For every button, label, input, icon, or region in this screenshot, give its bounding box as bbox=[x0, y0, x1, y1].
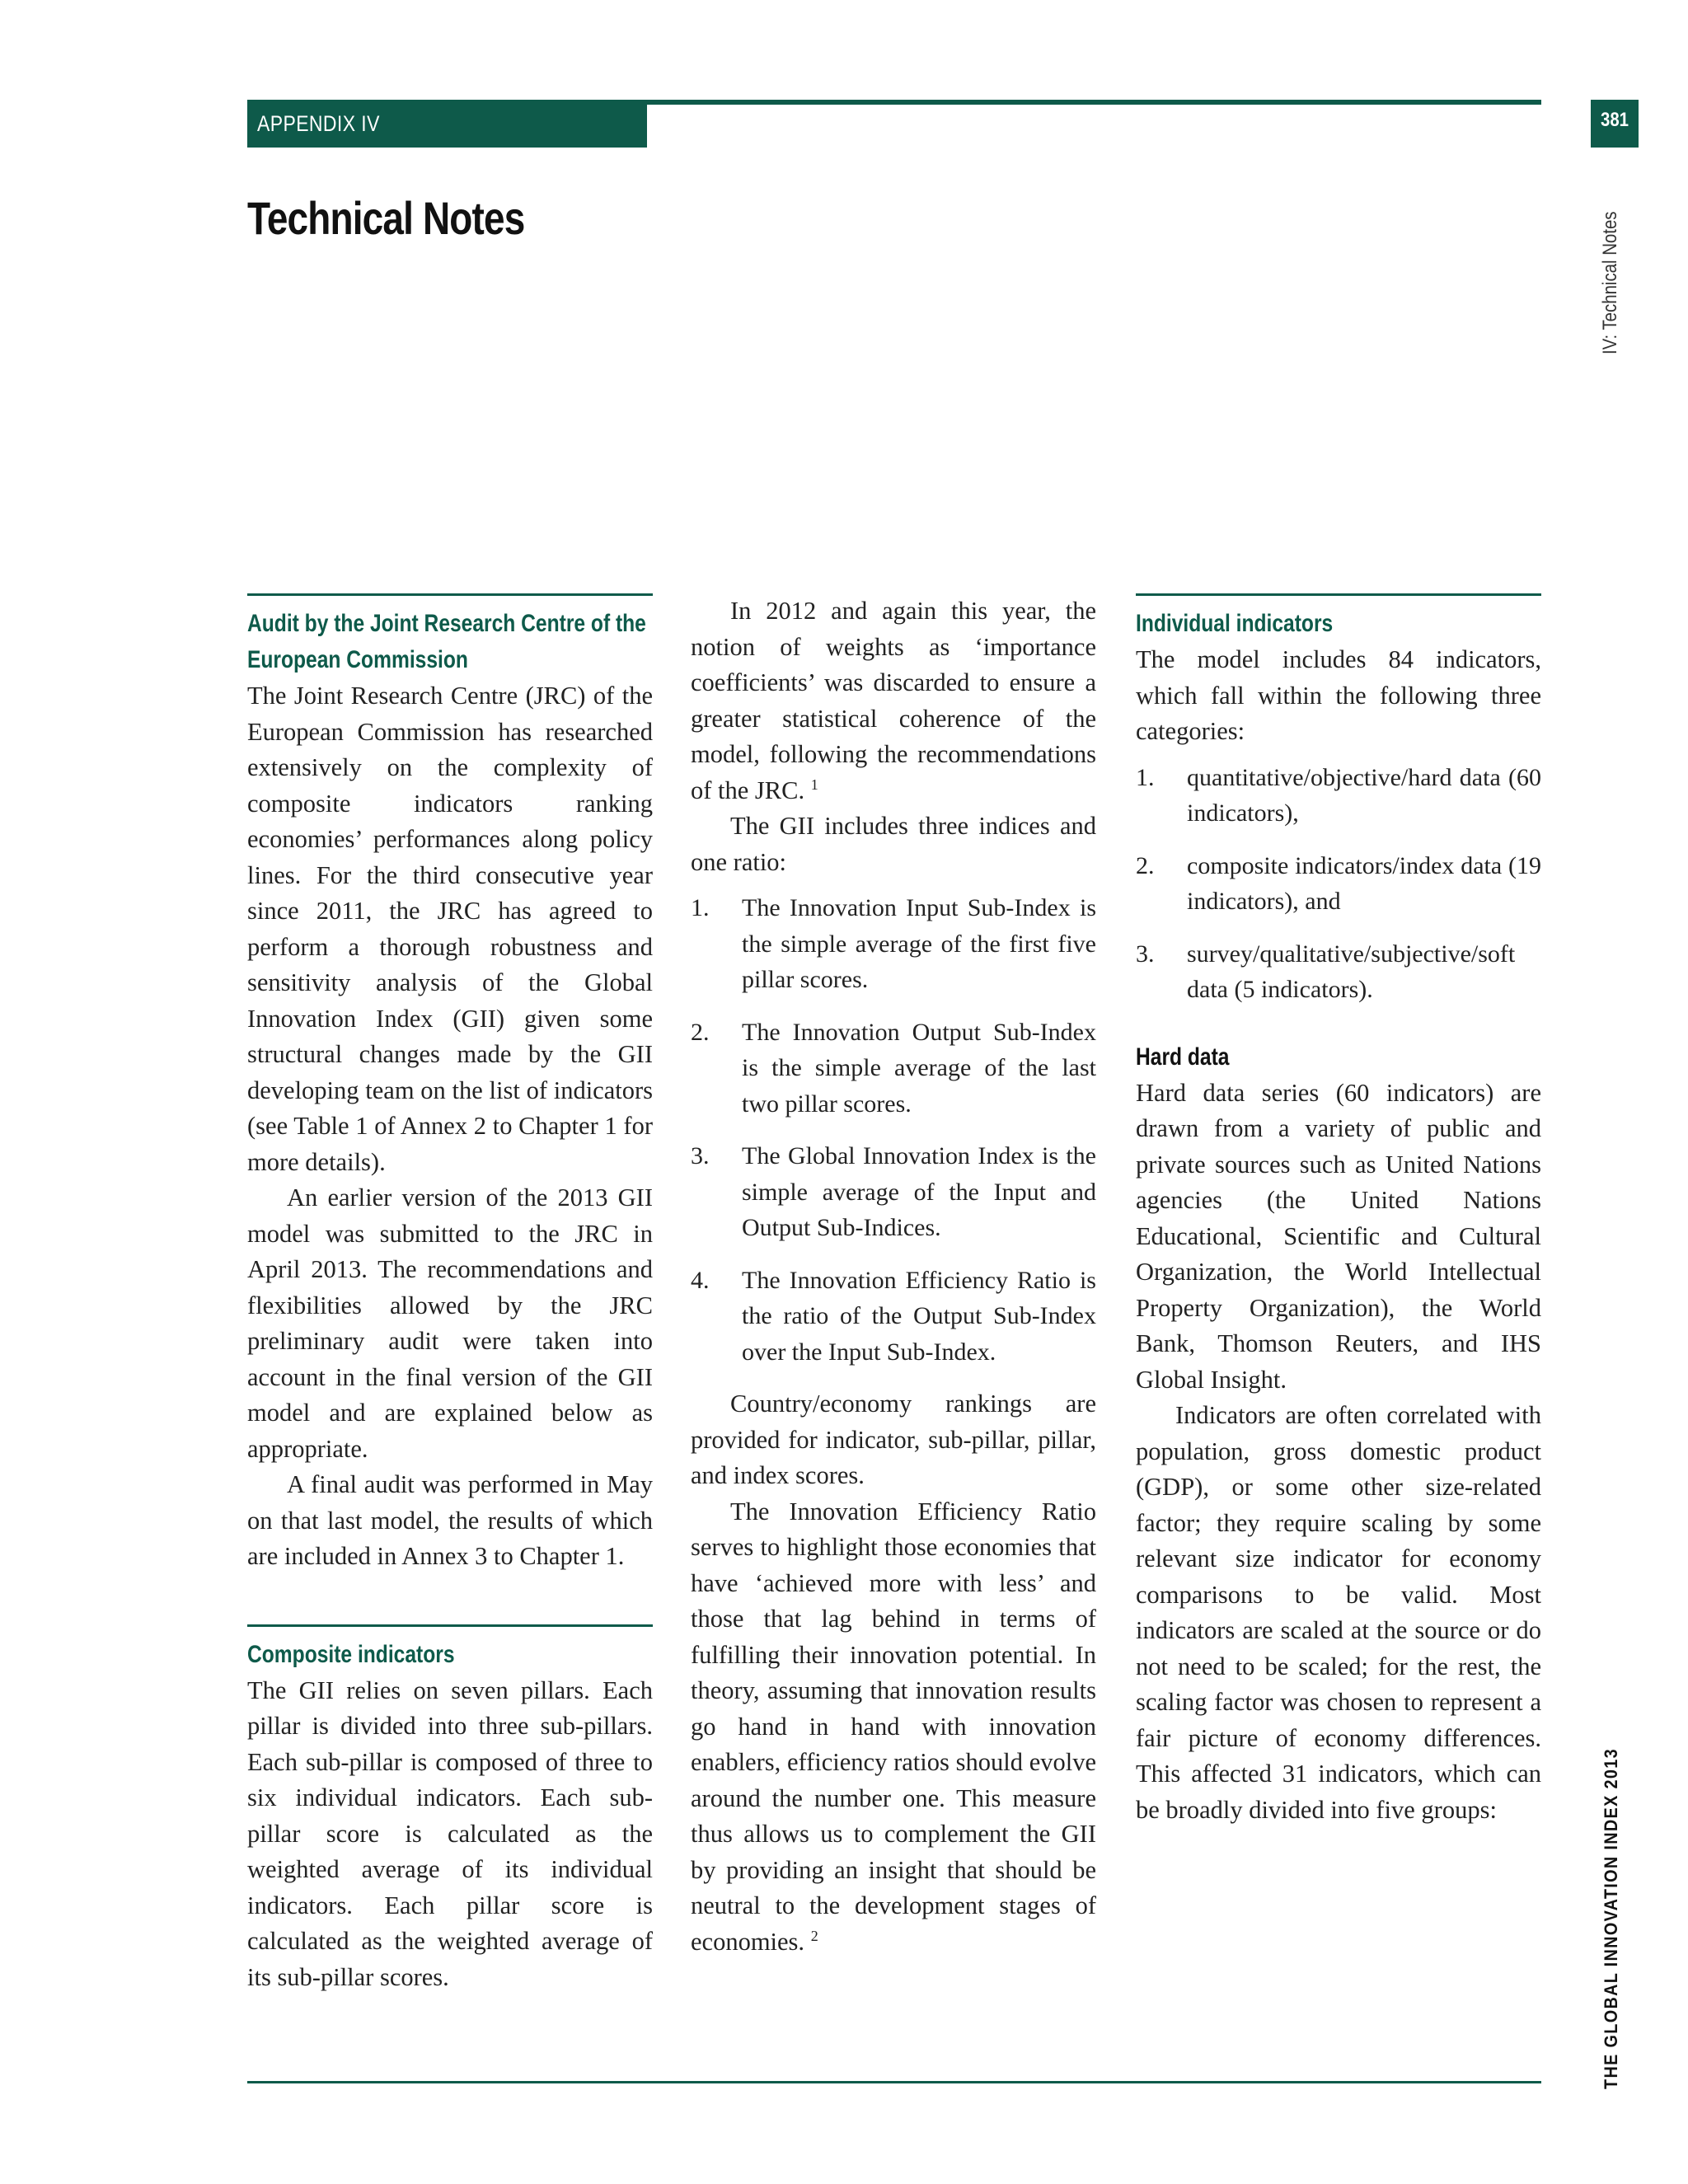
section-rule bbox=[247, 1624, 653, 1627]
audit-heading-line1: Audit by the Joint Research Centre of the bbox=[247, 610, 646, 637]
footnote-ref-1: 1 bbox=[810, 776, 818, 793]
efficiency-text: The Innovation Efficiency Ratio serves to highlight those economies that have ‘achieved more with less’ and those that lag behind in terms of fulfilling their innovation potential. In theory, assuming that innovation results go hand in hand with innovation enablers, efficiency ratios should evolve around the number one. This measure thus allows us to complement the GII by providing an insight that should be neutral to the development stages of economies. bbox=[691, 1497, 1096, 1956]
list-number: 1. bbox=[691, 894, 710, 921]
side-running-title: IV: Technical Notes bbox=[1599, 211, 1621, 354]
rankings-paragraph: Country/economy rankings are provided for indicator, sub-pillar, pillar, and index scores. bbox=[691, 1390, 1096, 1489]
weights-text: In 2012 and again this year, the notion of weights as ‘importance coefficients’ was discarded to ensure a greater statistical coherence of the model, following the recommendations of the JRC. bbox=[691, 597, 1096, 804]
efficiency-paragraph bbox=[691, 1494, 1096, 1961]
page-number: 381 bbox=[1600, 109, 1629, 131]
list-text: quantitative/objective/hard data (60 indicators), bbox=[1187, 763, 1541, 827]
list-number: 1. bbox=[1136, 763, 1155, 791]
column-1 bbox=[247, 593, 653, 1995]
list-number: 4. bbox=[691, 1266, 710, 1294]
list-text: The Innovation Efficiency Ratio is the ratio of the Output Sub-Index over the Input Sub-Index. bbox=[742, 1266, 1096, 1366]
side-book-title: THE GLOBAL INNOVATION INDEX 2013 bbox=[1601, 1748, 1621, 2089]
audit-paragraph-2: An earlier version of the 2013 GII model was submitted to the JRC in April 2013. The recommendations and flexibilities allowed by the JRC preliminary audit were taken into account in the final version of the GII model and are explained below as appropriate. bbox=[247, 1183, 653, 1463]
list-text: composite indicators/index data (19 indicators), and bbox=[1187, 851, 1541, 915]
list-item bbox=[691, 1015, 1096, 1122]
list-number: 2. bbox=[1136, 851, 1155, 879]
footnote-ref-2: 2 bbox=[810, 1927, 818, 1944]
composite-heading: Composite indicators bbox=[247, 1640, 455, 1668]
list-number: 3. bbox=[691, 1142, 710, 1169]
individual-indicators-heading: Individual indicators bbox=[1136, 610, 1334, 637]
list-item bbox=[1136, 848, 1541, 920]
appendix-label: APPENDIX IV bbox=[257, 111, 380, 136]
page-title: Technical Notes bbox=[247, 192, 525, 244]
composite-paragraph: The GII relies on seven pillars. Each pillar is divided into three sub-pillars. Each sub-pillar is composed of three to six individual indicators. Each sub-pillar score is calculated as the weighted average of its individual indicators. Each pillar score is calculated as the weighted average of its sub-pillar scores. bbox=[247, 1675, 653, 1991]
column-2 bbox=[691, 593, 1096, 1960]
audit-paragraph-3: A final audit was performed in May on that last model, the results of which are included in Annex 3 to Chapter 1. bbox=[247, 1470, 653, 1570]
individual-paragraph: The model includes 84 indicators, which fall within the following three categories: bbox=[1136, 645, 1541, 745]
header-rule bbox=[647, 100, 1541, 105]
footer-rule bbox=[247, 2081, 1541, 2083]
audit-heading bbox=[247, 606, 653, 678]
list-item bbox=[1136, 936, 1541, 1008]
indices-list bbox=[691, 890, 1096, 1370]
column-3 bbox=[1136, 593, 1541, 1828]
categories-list bbox=[1136, 760, 1541, 1008]
indices-intro: The GII includes three indices and one ratio: bbox=[691, 812, 1096, 876]
list-number: 2. bbox=[691, 1018, 710, 1046]
list-text: The Innovation Output Sub-Index is the simple average of the last two pillar scores. bbox=[742, 1018, 1096, 1118]
list-item bbox=[1136, 760, 1541, 832]
list-text: survey/qualitative/subjective/soft data (5 indicators). bbox=[1187, 940, 1516, 1003]
section-rule bbox=[1136, 593, 1541, 596]
list-text: The Innovation Input Sub-Index is the simple average of the first five pillar scores. bbox=[742, 894, 1096, 993]
list-item bbox=[691, 1263, 1096, 1371]
hard-data-heading: Hard data bbox=[1136, 1043, 1230, 1071]
list-text: The Global Innovation Index is the simple average of the Input and Output Sub-Indices. bbox=[742, 1142, 1096, 1241]
audit-paragraph-1: The Joint Research Centre (JRC) of the European Commission has researched extensively on the complexity of composite indicators ranking economies’ performances along policy lines. For the third consecutive year since 2011, the JRC has agreed to perform a thorough robustness and sensitivity analysis of the Global Innovation Index (GII) given some structural changes made by the GII developing team on the list of indicators (see Table 1 of Annex 2 to Chapter 1 for more details). bbox=[247, 682, 653, 1176]
list-item bbox=[691, 1138, 1096, 1246]
audit-heading-line2: European Commission bbox=[247, 646, 468, 673]
weights-paragraph bbox=[691, 593, 1096, 808]
scaling-paragraph: Indicators are often correlated with population, gross domestic product (GDP), or some other size-related factor; they require scaling by some relevant size indicator for economy comparisons to be valid. Most indicators are scaled at the source or do not need to be scaled; for the rest, the scaling factor was chosen to represent a fair picture of economy differences. This affected 31 indicators, which can be broadly divided into five groups: bbox=[1136, 1401, 1541, 1824]
list-item bbox=[691, 890, 1096, 998]
section-rule bbox=[247, 593, 653, 596]
list-number: 3. bbox=[1136, 940, 1155, 968]
hard-data-paragraph: Hard data series (60 indicators) are drawn from a variety of public and private sources such as United Nations agencies (the United Nations Educational, Scientific and Cultural Organization, the World Intellectual Property Organization), the World Bank, Thomson Reuters, and IHS Global Insight. bbox=[1136, 1078, 1541, 1394]
